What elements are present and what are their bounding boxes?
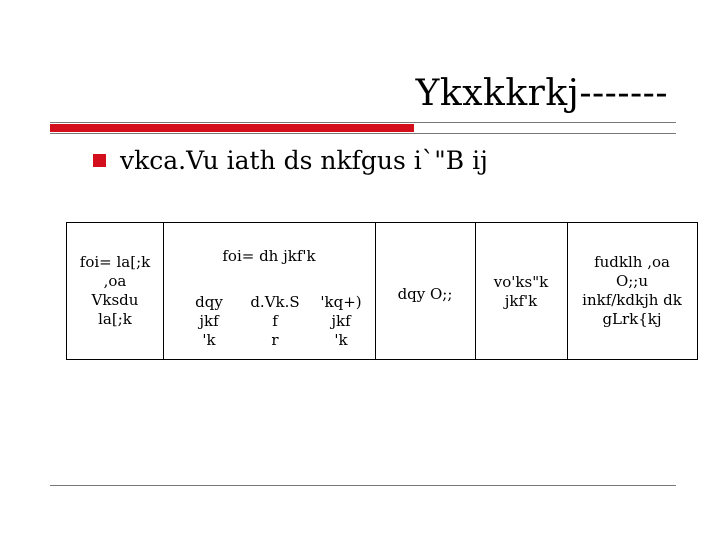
cell-line: 'k bbox=[202, 331, 216, 349]
footer-rule bbox=[50, 485, 676, 486]
col-header-5 bbox=[567, 253, 697, 329]
cell-line: O;;u bbox=[615, 272, 649, 290]
cell-line: jkf'k bbox=[504, 292, 538, 310]
col-header-2-sub-1 bbox=[179, 293, 239, 350]
col-header-2: foi= dh jkf'k bbox=[222, 247, 316, 265]
bullet-text: vkca.Vu iath ds nkfgus i`"B ij bbox=[120, 146, 488, 175]
slide-title: Ykxkkrkj------- bbox=[415, 73, 668, 114]
col-header-2-sub-2 bbox=[245, 293, 305, 350]
cell-line: 'kq+) bbox=[320, 293, 362, 311]
cell-line: dqy bbox=[195, 293, 223, 311]
title-accent-bar bbox=[50, 124, 414, 132]
cell-line: ,oa bbox=[103, 272, 127, 290]
table-divider bbox=[163, 223, 164, 359]
cell-line: la[;k bbox=[98, 310, 132, 328]
data-table bbox=[66, 222, 698, 360]
col-header-3 bbox=[375, 285, 475, 304]
col-header-4 bbox=[475, 273, 567, 311]
cell-line: f bbox=[272, 312, 278, 330]
cell-line: 'k bbox=[334, 331, 348, 349]
cell-line: dqy O;; bbox=[397, 285, 453, 303]
cell-line: Vksdu bbox=[91, 291, 139, 309]
title-rule-bottom bbox=[50, 133, 676, 134]
col-header-2-sub-3 bbox=[311, 293, 371, 350]
cell-line: r bbox=[271, 331, 279, 349]
cell-line: gLrk{kj bbox=[602, 310, 662, 328]
bullet-item bbox=[93, 146, 488, 175]
cell-line: inkf/kdkjh dk bbox=[582, 291, 682, 309]
title-rule-top bbox=[50, 122, 676, 123]
cell-line: vo'ks"k bbox=[493, 273, 549, 291]
bullet-square-icon bbox=[93, 154, 106, 167]
cell-line: fudklh ,oa bbox=[594, 253, 670, 271]
cell-line: jkf bbox=[199, 312, 219, 330]
cell-line: foi= la[;k bbox=[79, 253, 151, 271]
cell-line: d.Vk.S bbox=[250, 293, 300, 311]
cell-line: jkf bbox=[331, 312, 351, 330]
col-header-1 bbox=[67, 253, 163, 329]
